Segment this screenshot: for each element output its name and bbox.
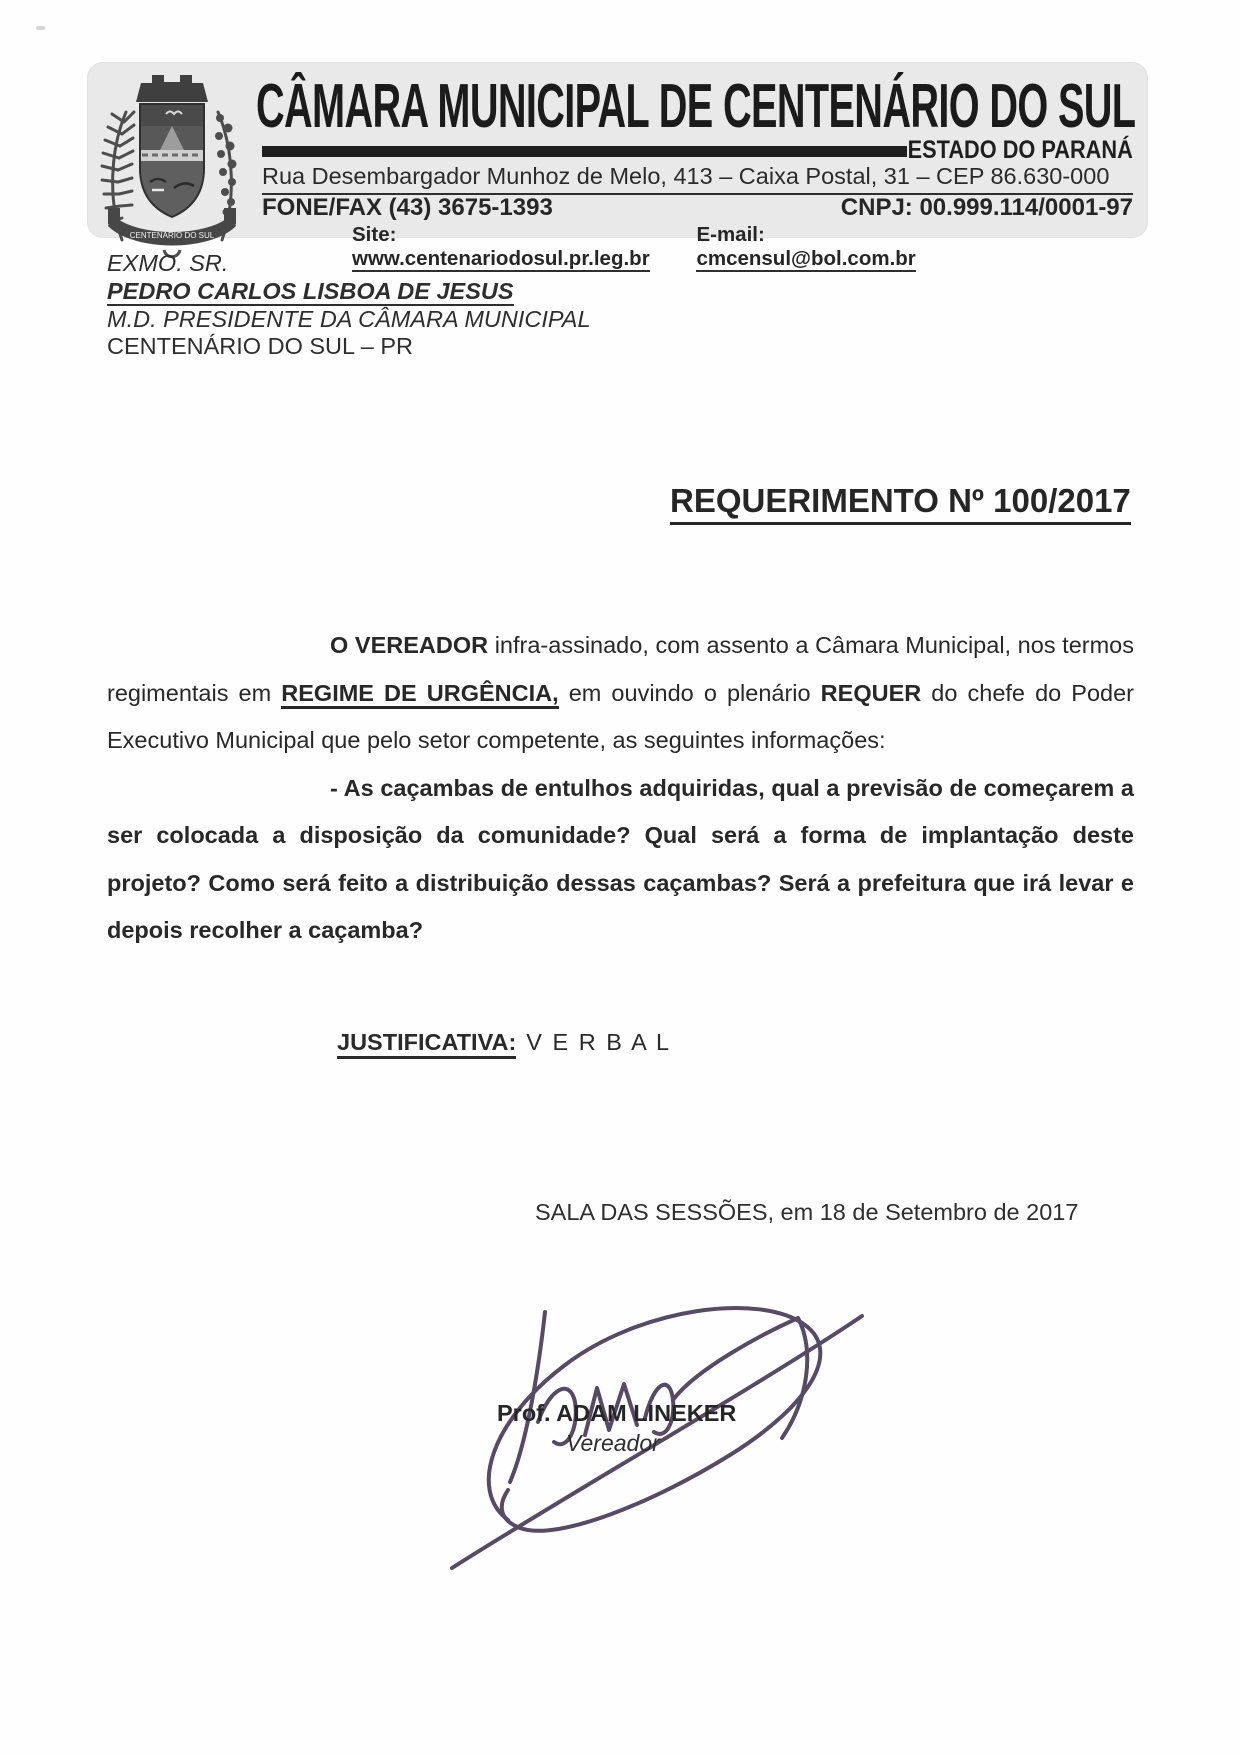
mural-crown (136, 75, 208, 102)
shield (140, 104, 204, 217)
header-rule-bar (262, 146, 907, 157)
organization-title: CÂMARA MUNICIPAL DE CENTENÁRIO DO SUL (256, 72, 1136, 141)
justification-value: V E R B A L (526, 1029, 672, 1055)
addressee-salutation: EXMO. SR. (107, 250, 229, 276)
addressee-name: PEDRO CARLOS LISBOA DE JESUS (107, 277, 514, 304)
document-body (107, 622, 1134, 955)
addressee-city: CENTENÁRIO DO SUL – PR (107, 333, 413, 359)
scan-artifact-dot (36, 26, 45, 30)
signer-name: Prof. ADAM LINEKER (497, 1400, 737, 1426)
banner-text: CENTENÁRIO DO SUL (129, 231, 215, 240)
contact-row (262, 194, 1133, 222)
address-line: Rua Desembargador Munhoz de Melo, 413 – Caixa Postal, 31 – CEP 86.630-000 (262, 163, 1133, 195)
place-date-line: SALA DAS SESSÕES, em 18 de Setembro de 2017 (535, 1199, 1079, 1225)
document-title: REQUERIMENTO Nº 100/2017 (670, 482, 1131, 525)
email: E-mail: cmcensul@bol.com.br (696, 223, 916, 270)
cnpj: CNPJ: 00.999.114/0001-97 (840, 194, 1133, 221)
state-line: ESTADO DO PARANÁ (907, 136, 1133, 164)
justification-label: JUSTIFICATIVA: (337, 1029, 516, 1059)
signer-role: Vereador (566, 1430, 660, 1456)
handwritten-signature (430, 1290, 890, 1590)
addressee-title: M.D. PRESIDENTE DA CÂMARA MUNICIPAL (107, 305, 591, 332)
phone-fax: FONE/FAX (43) 3675-1393 (262, 194, 553, 221)
paragraph-request: O VEREADOR infra-assinado, com assento a Câmara Municipal, nos termos regimentais em REGIME DE URGÊNCIA, em ouvindo o plenário REQUER do chefe do Poder Executivo Municipal que pelo setor competente, as seguintes informações: (107, 632, 1135, 753)
email-address: cmcensul@bol.com.br (696, 247, 916, 270)
site-url: www.centenariodosul.pr.leg.br (352, 247, 650, 270)
addressee-block (107, 250, 591, 361)
justification-line (337, 1029, 671, 1056)
site: Site: www.centenariodosul.pr.leg.br (352, 223, 650, 270)
centenario-do-sul-coat-of-arms-icon (94, 70, 250, 262)
paragraph-questions: - As caçambas de entulhos adquiridas, qual a previsão de começarem a ser colocada a disposição da comunidade? Qual será a forma de implantação deste projeto? Como será feito a distribuição dessas caçambas? Será a prefeitura que irá levar e depois recolher a caçamba? (107, 774, 1134, 943)
